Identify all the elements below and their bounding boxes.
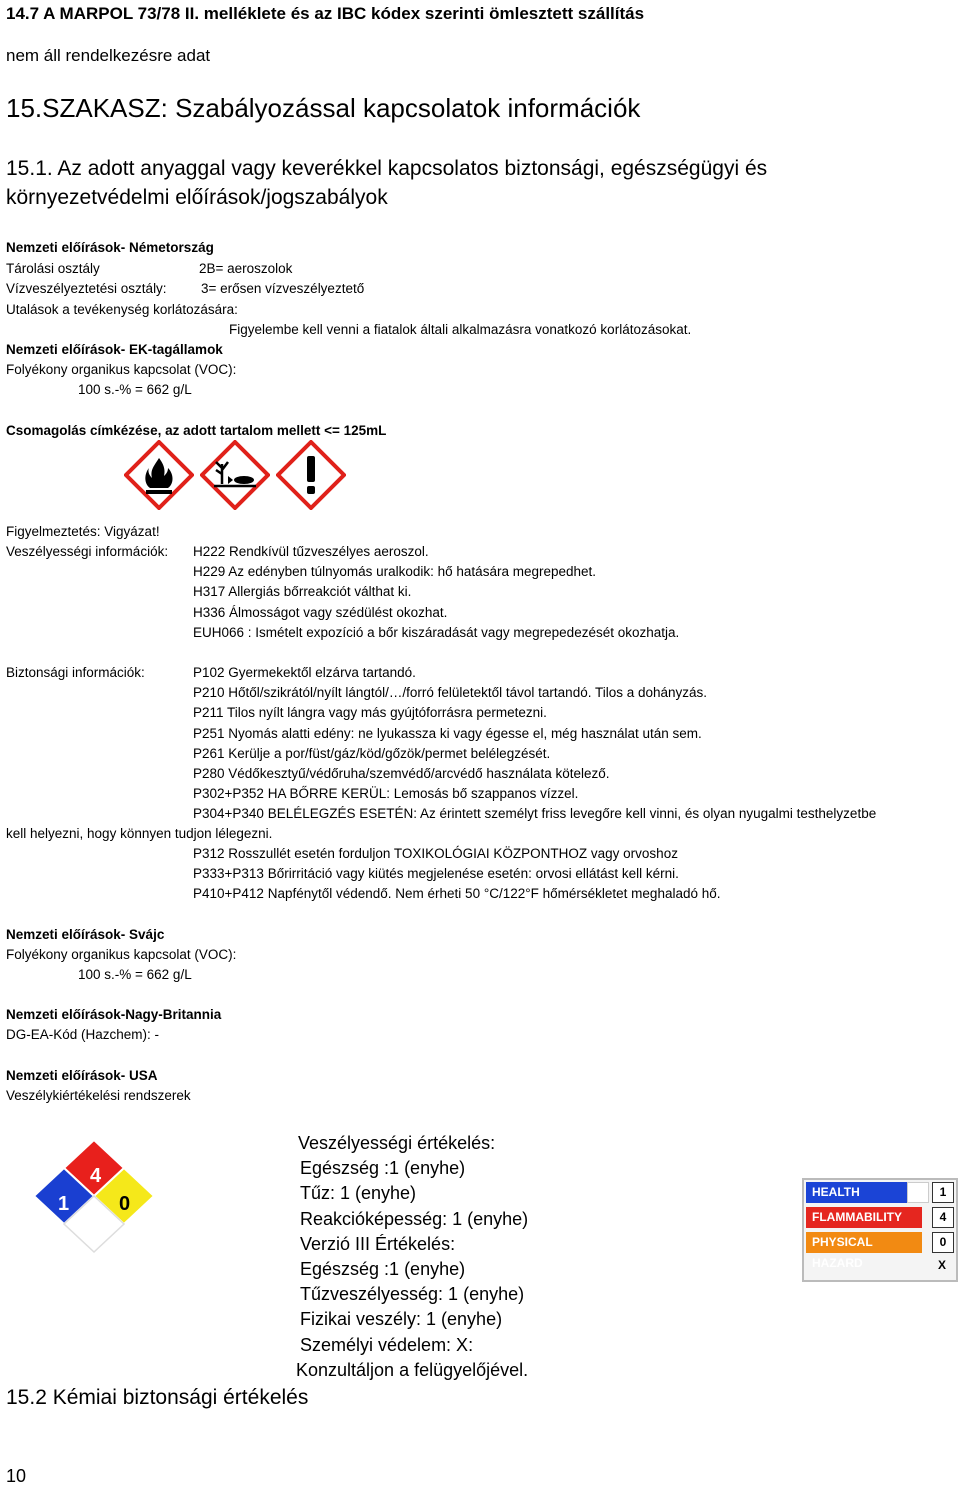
section-15-1-title: 15.1. Az adott anyaggal vagy keverékkel kapcsolatos biztonsági, egészségügyi és környezetvédelmi előírások/jogszabályok <box>6 157 768 209</box>
nfpa-health-value: 1 <box>58 1193 70 1215</box>
storage-class-label: Tárolási osztály <box>6 261 100 276</box>
uk-heading: Nemzeti előírások-Nagy-Britannia <box>6 1007 222 1022</box>
eu-voc-label: Folyékony organikus kapcsolat (VOC): <box>6 362 237 377</box>
section-15-title: 15.SZAKASZ: Szabályozással kapcsolatok információk <box>6 93 641 123</box>
hmis-row-label: HEALTH <box>806 1182 922 1203</box>
rating-line: Egészség :1 (enyhe) <box>300 1259 466 1279</box>
hazard-statement: H336 Álmosságot vagy szédülést okozhat. <box>193 604 448 620</box>
hazard-statement: EUH066 : Ismételt expozíció a bőr kiszáradását vagy megrepedezését okozhatja. <box>193 624 680 640</box>
environment-icon <box>200 440 270 510</box>
safety-statement: P333+P313 Bőrirritáció vagy kiütés megjelenése esetén: orvosi ellátást kell kérni. <box>193 866 679 882</box>
storage-class-value: 2B= aeroszolok <box>199 261 293 276</box>
safety-statement: P302+P352 HA BŐRRE KERÜL: Lemosás bő szappanos vízzel. <box>193 786 579 802</box>
rating-line: Veszélyességi értékelés: <box>298 1133 496 1153</box>
rating-line: Konzultáljon a felügyelőjével. <box>296 1359 529 1380</box>
hmis-row-value: 1 <box>932 1182 954 1203</box>
switzerland-voc-value: 100 s.-% = 662 g/L <box>78 967 192 982</box>
rating-line: Reakcióképesség: 1 (enyhe) <box>300 1208 529 1229</box>
restrictions-label: Utalások a tevékenység korlátozására: <box>6 302 238 317</box>
rating-line: Fizikai veszély: 1 (enyhe) <box>300 1309 503 1330</box>
safety-statement: P280 Védőkesztyű/védőruha/szemvédő/arcvédő használata kötelező. <box>193 766 610 781</box>
hazard-info-label: Veszélyességi információk: <box>6 544 169 559</box>
hazard-statement: H222 Rendkívül tűzveszélyes aeroszol. <box>193 544 429 559</box>
hmis-row-value: 4 <box>932 1207 954 1228</box>
safety-statement: P312 Rosszullét esetén forduljon TOXIKOLÓGIAI KÖZPONTHOZ vagy orvoshoz <box>193 846 678 861</box>
safety-statement: P211 Tilos nyílt lángra vagy más gyújtóforrásra permetezni. <box>193 705 547 721</box>
hmis-row-label: FLAMMABILITY <box>806 1207 922 1228</box>
usa-rating-systems: Veszélykiértékelési rendszerek <box>6 1088 191 1103</box>
usa-heading: Nemzeti előírások- USA <box>6 1068 158 1083</box>
restrictions-value: Figyelembe kell venni a fiatalok általi alkalmazásra vonatkozó korlátozásokat. <box>229 322 692 337</box>
safety-statement: P102 Gyermekektől elzárva tartandó. <box>193 665 416 680</box>
hmis-chronic-box <box>907 1182 929 1203</box>
safety-statement-wrap: kell helyezni, hogy könnyen tudjon lélegezni. <box>6 826 273 841</box>
hazard-statement: H317 Allergiás bőrreakciót válthat ki. <box>193 584 412 600</box>
rating-line: Tűz: 1 (enyhe) <box>300 1183 417 1204</box>
signal-word: Figyelmeztetés: Vigyázat! <box>6 524 160 539</box>
labeling-heading: Csomagolás címkézése, az adott tartalom mellett <= 125mL <box>6 423 387 438</box>
nfpa-instability-value: 0 <box>119 1193 131 1215</box>
exclamation-icon <box>276 440 346 510</box>
transport-heading: 14.7 A MARPOL 73/78 II. melléklete és az IBC kódex szerinti ömlesztett szállítás <box>6 4 645 23</box>
safety-statement: P261 Kerülje a por/füst/gáz/köd/gőzök/permet belélegzését. <box>193 745 551 761</box>
safety-statement: P251 Nyomás alatti edény: ne lyukassza ki vagy égesse el, még használat után sem. <box>193 725 702 741</box>
rating-line: Tűzveszélyesség: 1 (enyhe) <box>300 1284 525 1305</box>
switzerland-voc-label: Folyékony organikus kapcsolat (VOC): <box>6 947 237 962</box>
section-15-2-title: 15.2 Kémiai biztonsági értékelés <box>6 1386 309 1409</box>
transport-note: nem áll rendelkezésre adat <box>6 46 211 65</box>
hmis-ppe-value: X <box>937 1258 946 1272</box>
rating-line: Verzió III Értékelés: <box>300 1233 456 1254</box>
page-number: 10 <box>6 1466 27 1486</box>
eu-voc-value: 100 s.-% = 662 g/L <box>78 382 192 397</box>
rating-line: Egészség :1 (enyhe) <box>300 1158 466 1179</box>
uk-hazchem: DG-EA-Kód (Hazchem): - <box>6 1027 160 1042</box>
rating-line: Személyi védelem: X: <box>300 1334 474 1355</box>
water-class-label: Vízveszélyeztetési osztály: <box>6 281 167 296</box>
hmis-row-value: 0 <box>932 1232 954 1253</box>
hmis-row-label: PHYSICAL HAZARD <box>806 1232 922 1253</box>
nfpa-diamond <box>32 1138 156 1256</box>
nfpa-flammability-value: 4 <box>90 1165 102 1187</box>
eu-heading: Nemzeti előírások- EK-tagállamok <box>6 342 223 357</box>
hazard-statement: H229 Az edényben túlnyomás uralkodik: hő hatására megrepedhet. <box>193 564 597 580</box>
safety-statement: P210 Hőtől/szikrától/nyílt lángtól/…/forró felületektől távol tartandó. Tilos a dohányzás. <box>193 685 708 701</box>
safety-statement: P410+P412 Napfénytől védendő. Nem érheti 50 °C/122°F hőmérsékletet meghaladó hő. <box>193 886 721 902</box>
switzerland-heading: Nemzeti előírások- Svájc <box>6 927 165 942</box>
safety-statement: P304+P340 BELÉLEGZÉS ESETÉN: Az érintett személyt friss levegőre kell vinni, és olyan nyugalmi testhelyzetbe <box>193 806 877 822</box>
hmis-label <box>802 1178 958 1282</box>
germany-heading: Nemzeti előírások- Németország <box>6 240 214 255</box>
water-class-value: 3= erősen vízveszélyeztető <box>201 281 365 296</box>
flame-icon <box>124 440 194 510</box>
safety-info-label: Biztonsági információk: <box>6 665 145 680</box>
